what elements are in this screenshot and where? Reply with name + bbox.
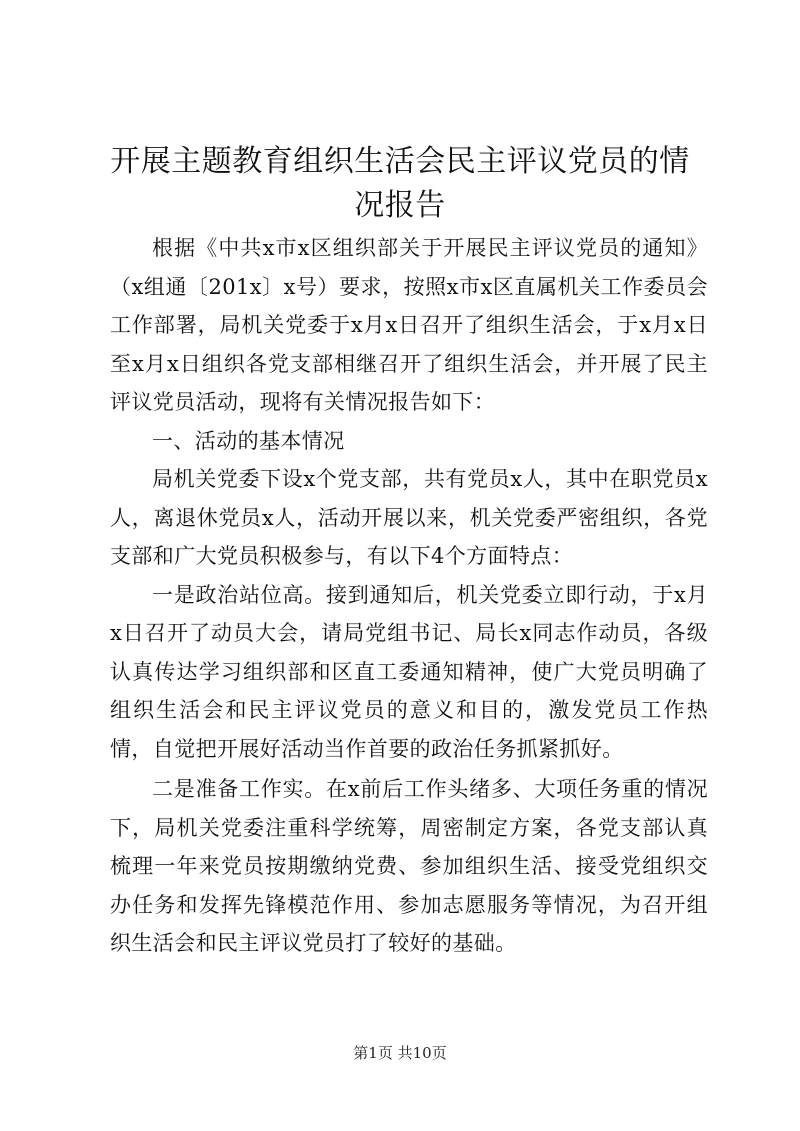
paragraph-point-one: 一是政治站位高。接到通知后，机关党委立即行动，于x月x日召开了动员大会，请局党组书记、局长x同志作动员，各级认真传达学习组织部和区直工委通知精神，使广大党员明确了组织生活会和民主评议党员的意义和目的，激发党员工作热情，自觉把开展好活动当作首要的政治任务抓紧抓好。 [110,582,708,761]
document-title: 开展主题教育组织生活会民主评议党员的情况报告 [110,144,690,223]
paragraph-point-two: 二是准备工作实。在x前后工作头绪多、大项任务重的情况下，局机关党委注重科学统筹，周密制定方案，各党支部认真梳理一年来党员按期缴纳党费、参加组织生活、接受党组织交办任务和发挥先锋模范作用、参加志愿服务等情况，为召开组织生活会和民主评议党员打了较好的基础。 [110,777,708,955]
section-heading-basic-situation: 一、活动的基本情况 [152,428,345,453]
page-number-footer: 第1页 共10页 [353,1044,447,1062]
paragraph-overview: 局机关党委下设x个党支部，共有党员x人，其中在职党员x人，离退休党员x人，活动开展以来，机关党委严密组织，各党支部和广大党员积极参与，有以下4个方面特点： [110,467,708,568]
paragraph-intro: 根据《中共x市x区组织部关于开展民主评议党员的通知》（x组通〔201x〕x号）要求，按照x市x区直属机关工作委员会工作部署，局机关党委于x月x日召开了组织生活会，于x月x日至x月x日组织各党支部相继召开了组织生活会，并开展了民主评议党员活动，现将有关情况报告如下： [110,236,708,414]
document-body [110,229,708,963]
